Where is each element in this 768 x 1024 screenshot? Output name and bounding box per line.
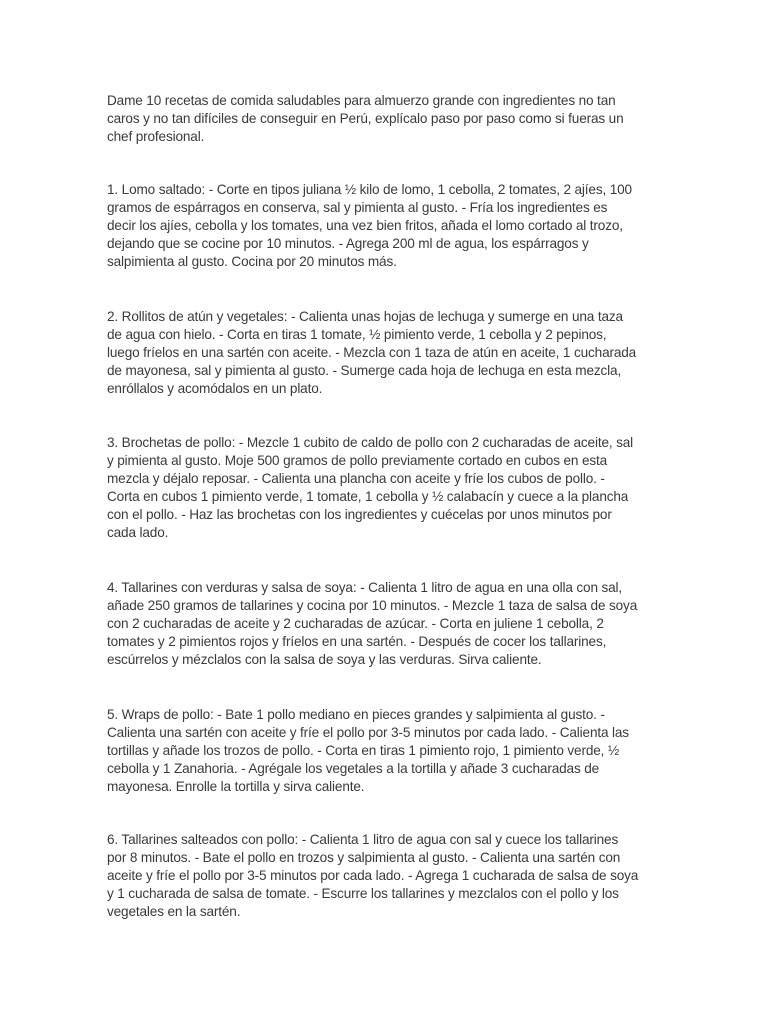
- prompt-paragraph: Dame 10 recetas de comida saludables para almuerzo grande con ingredientes no tan caros y no tan difíciles de conseguir en Perú, explícalo paso por paso como si fueras un chef profesional.: [107, 93, 624, 144]
- recipe-paragraph-5: 5. Wraps de pollo: - Bate 1 pollo mediano en pieces grandes y salpimienta al gusto. - Calienta una sartén con aceite y fríe el pollo por 3-5 minutos por cada lado. - Calienta las tortillas y añade los trozos de pollo. - Corta en tiras 1 pimiento rojo, 1 pimiento verde, ½ cebolla y 1 Zanahoria. - Agrégale los vegetales a la tortilla y añade 3 cucharadas de mayonesa. Enrolle la tortilla y sirva caliente.: [107, 707, 629, 794]
- recipe-paragraph-2: 2. Rollitos de atún y vegetales: - Calienta unas hojas de lechuga y sumerge en una taza de agua con hielo. - Corta en tiras 1 tomate, ½ pimiento verde, 1 cebolla y 2 pepinos, luego fríelos en una sartén con aceite. - Mezcla con 1 taza de atún en aceite, 1 cucharada de mayonesa, sal y pimienta al gusto. - Sumerge cada hoja de lechuga en esta mezcla, enróllalos y acomódalos en un plato.: [107, 309, 637, 396]
- recipe-paragraph-1: 1. Lomo saltado: - Corte en tipos juliana ½ kilo de lomo, 1 cebolla, 2 tomates, 2 ajíes, 100 gramos de espárragos en conserva, sal y pimienta al gusto. - Fría los ingredientes es decir los ajíes, cebolla y los tomates, una vez bien fritos, añada el lomo cortado al trozo, dejando que se cocine por 10 minutos. - Agrega 200 ml de agua, los espárragos y salpimienta al gusto. Cocina por 20 minutos más.: [107, 182, 632, 269]
- recipe-paragraph-3: 3. Brochetas de pollo: - Mezcle 1 cubito de caldo de pollo con 2 cucharadas de aceite, sal y pimienta al gusto. Moje 500 gramos de pollo previamente cortado en cubos en esta mezcla y déjalo reposar. - Calienta una plancha con aceite y fríe los cubos de pollo. - Corta en cubos 1 pimiento verde, 1 tomate, 1 cebolla y ½ calabacín y cuece a la plancha con el pollo. - Haz las brochetas con los ingredientes y cuécelas por unos minutos por cada lado.: [107, 435, 634, 540]
- recipe-paragraph-6: 6. Tallarines salteados con pollo: - Calienta 1 litro de agua con sal y cuece los tallarines por 8 minutos. - Bate el pollo en trozos y salpimienta al gusto. - Calienta una sartén con aceite y fríe el pollo por 3-5 minutos por cada lado. - Agrega 1 cucharada de salsa de soya y 1 cucharada de salsa de tomate. - Escurre los tallarines y mezclalos con el pollo y los vegetales en la sartén.: [107, 832, 639, 919]
- recipe-paragraph-4: 4. Tallarines con verduras y salsa de soya: - Calienta 1 litro de agua en una olla con sal, añade 250 gramos de tallarines y cocina por 10 minutos. - Mezcle 1 taza de salsa de soya con 2 cucharadas de aceite y 2 cucharadas de azúcar. - Corta en juliene 1 cebolla, 2 tomates y 2 pimientos rojos y fríelos en una sartén. - Después de cocer los tallarines, escúrrelos y mézclalos con la salsa de soya y las verduras. Sirva caliente.: [107, 580, 638, 667]
